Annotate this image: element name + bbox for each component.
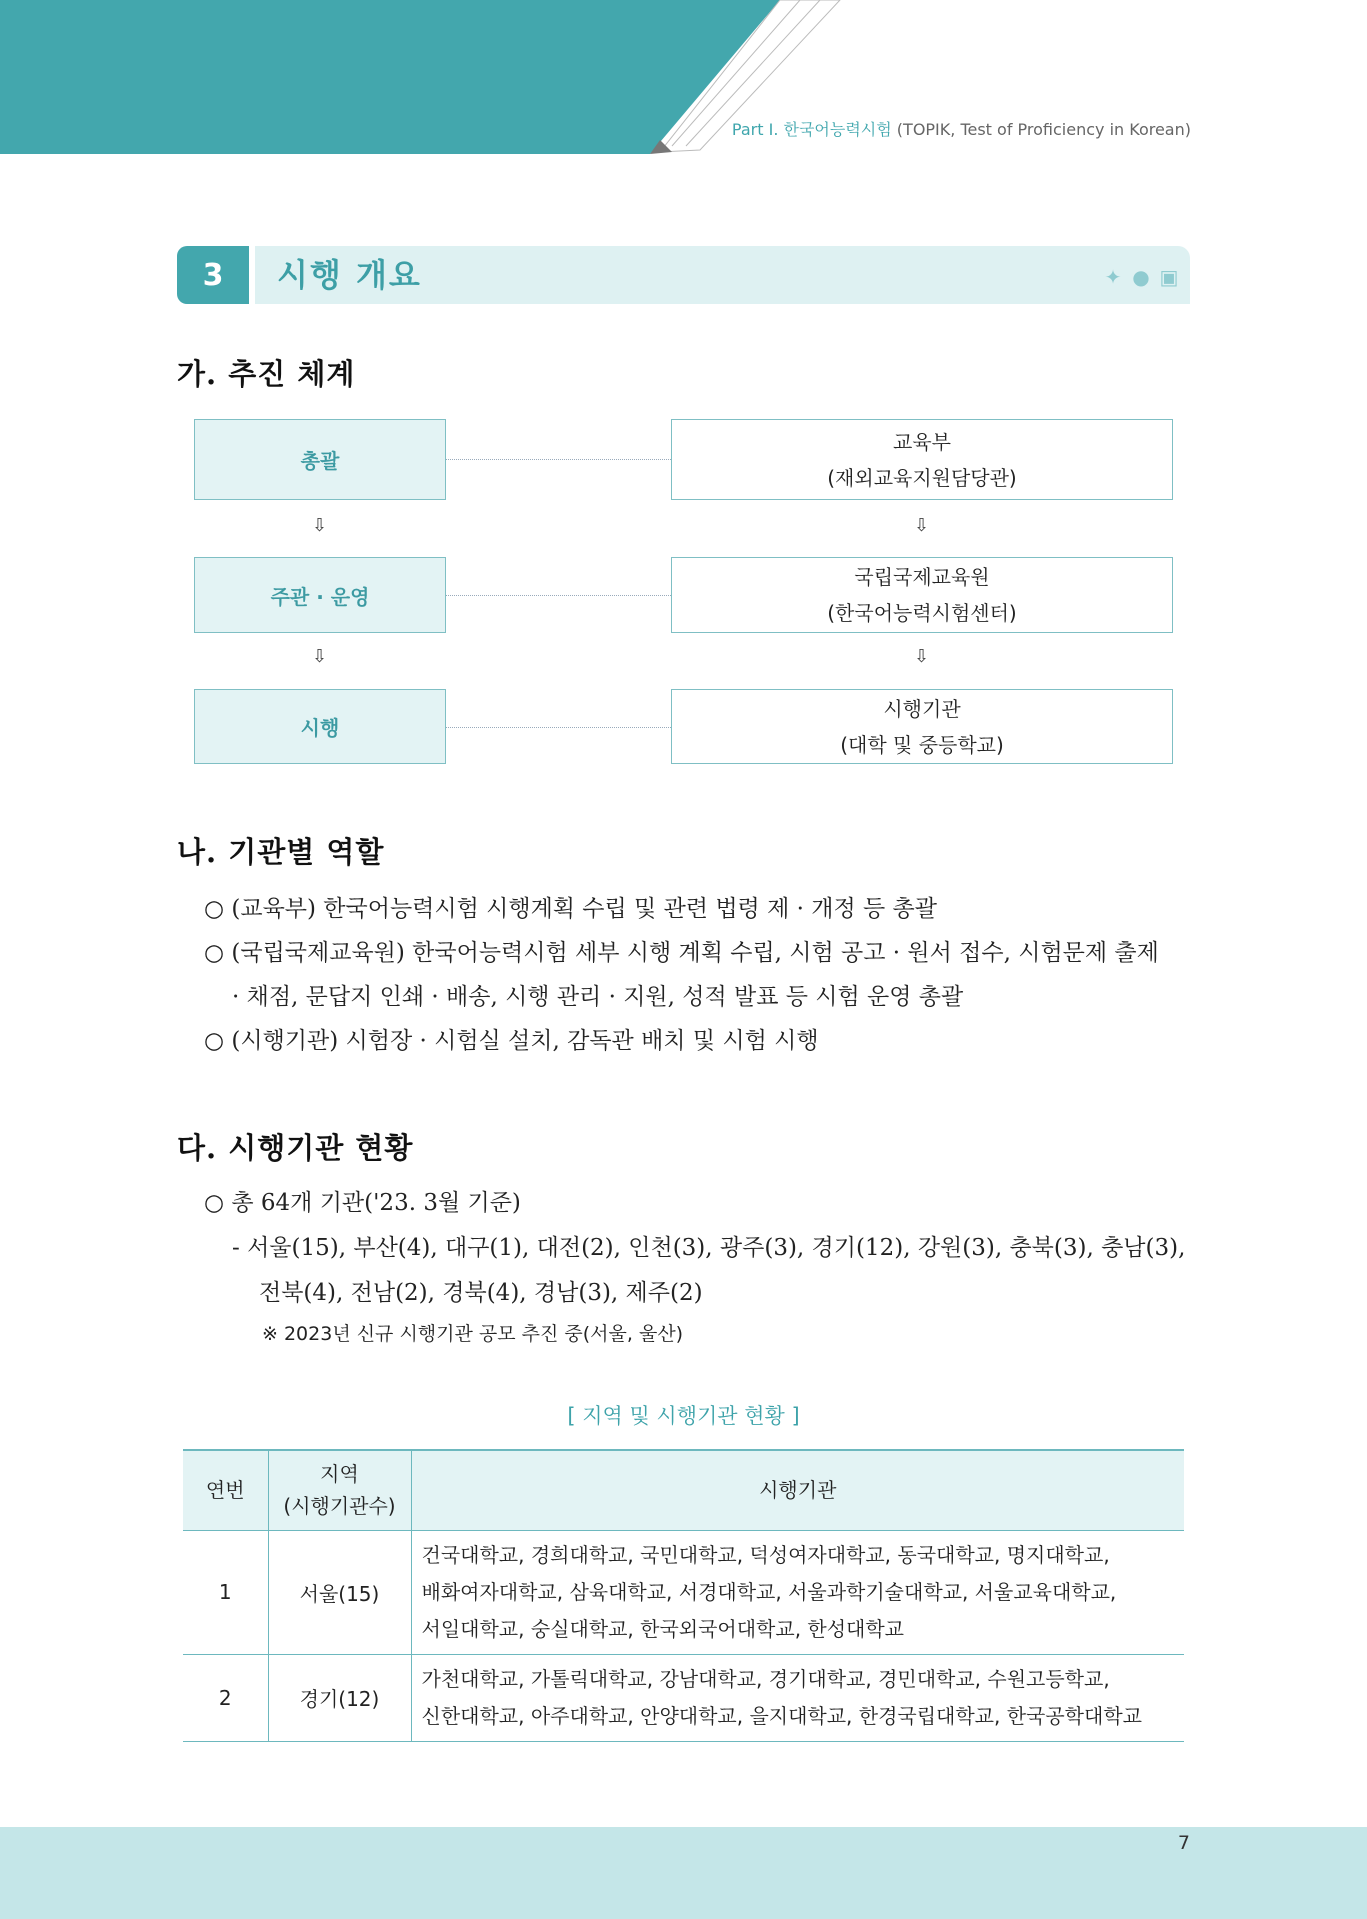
flow-label-oversight: 총괄 bbox=[300, 449, 340, 473]
globe-icon: ● bbox=[1132, 265, 1150, 289]
lightbulb-icon: ✦ bbox=[1104, 265, 1122, 289]
row-no: 1 bbox=[183, 1530, 268, 1654]
flow-org-name: 국립국제교육원 bbox=[854, 565, 990, 589]
status-regions-continued: 전북(4), 전남(2), 경북(4), 경남(3), 제주(2) bbox=[259, 1280, 703, 1306]
header-region-line2: (시행기관수) bbox=[283, 1494, 396, 1519]
flow-connector bbox=[446, 727, 671, 728]
role-item: ○ (국립국제교육원) 한국어능력시험 세부 시행 계획 수립, 시험 공고 · 원서 접수, 시험문제 출제 bbox=[204, 940, 1159, 966]
row-region: 서울(15) bbox=[268, 1530, 411, 1654]
role-item-continued: · 채점, 문답지 인쇄 · 배송, 시행 관리 · 지원, 성적 발표 등 시험 운영 총괄 bbox=[232, 984, 964, 1010]
subsection-heading-a: 가. 추진 체계 bbox=[177, 357, 356, 391]
table-row bbox=[183, 1530, 1184, 1654]
institutions-line: 배화여자대학교, 삼육대학교, 서경대학교, 서울과학기술대학교, 서울교육대학교, bbox=[421, 1579, 1117, 1604]
flow-box-operation bbox=[194, 557, 446, 633]
running-header bbox=[732, 117, 1191, 140]
header-region bbox=[268, 1450, 411, 1530]
header-institutions: 시행기관 bbox=[411, 1450, 1184, 1530]
flow-box-institutions bbox=[671, 689, 1173, 764]
flow-box-ministry bbox=[671, 419, 1173, 500]
flow-connector bbox=[446, 595, 671, 596]
subsection-heading-b: 나. 기관별 역할 bbox=[177, 835, 385, 869]
row-no: 2 bbox=[183, 1654, 268, 1741]
header-region-line1: 지역 bbox=[320, 1462, 359, 1487]
section-title: 시행 개요 bbox=[277, 256, 422, 294]
flow-org-dept: (재외교육지원담당관) bbox=[827, 465, 1017, 490]
header-title-en: (TOPIK, Test of Proficiency in Korean) bbox=[896, 120, 1191, 139]
flow-label-operation: 주관 · 운영 bbox=[270, 584, 370, 609]
down-arrow-icon: ⇩ bbox=[312, 515, 328, 536]
role-item: ○ (교육부) 한국어능력시험 시행계획 수립 및 관련 법령 제 · 개정 등 총괄 bbox=[204, 896, 937, 922]
role-item: ○ (시행기관) 시험장 · 시험실 설치, 감독관 배치 및 시험 시행 bbox=[204, 1028, 819, 1054]
down-arrow-icon: ⇩ bbox=[914, 515, 930, 536]
status-total: ○ 총 64개 기관('23. 3월 기준) bbox=[204, 1190, 521, 1216]
footer-band bbox=[0, 1827, 1367, 1919]
subsection-heading-c: 다. 시행기관 현황 bbox=[177, 1131, 414, 1165]
header-part: Part Ⅰ. bbox=[731, 120, 779, 139]
flow-box-niied bbox=[671, 557, 1173, 633]
institutions-table bbox=[183, 1449, 1184, 1742]
flow-label-administration: 시행 bbox=[300, 716, 340, 740]
flow-org-name: 시행기관 bbox=[883, 696, 961, 721]
flow-org-name: 교육부 bbox=[893, 429, 951, 454]
row-institutions bbox=[411, 1530, 1184, 1654]
flow-org-dept: (한국어능력시험센터) bbox=[827, 601, 1017, 625]
table-row bbox=[183, 1654, 1184, 1741]
row-institutions bbox=[411, 1654, 1184, 1741]
table-caption: [ 지역 및 시행기관 현황 ] bbox=[567, 1404, 800, 1428]
header-no: 연번 bbox=[183, 1450, 268, 1530]
document-icon: ▣ bbox=[1159, 265, 1179, 289]
table-header-row bbox=[183, 1450, 1184, 1530]
section-icons bbox=[1102, 266, 1180, 288]
down-arrow-icon: ⇩ bbox=[312, 646, 328, 667]
flow-box-administration bbox=[194, 689, 446, 764]
institutions-line: 서일대학교, 숭실대학교, 한국외국어대학교, 한성대학교 bbox=[421, 1616, 905, 1641]
status-regions: - 서울(15), 부산(4), 대구(1), 대전(2), 인천(3), 광주(3), 경기(12), 강원(3), 충북(3), 충남(3), bbox=[232, 1235, 1186, 1261]
flow-box-oversight bbox=[194, 419, 446, 500]
institutions-line: 건국대학교, 경희대학교, 국민대학교, 덕성여자대학교, 동국대학교, 명지대학교, bbox=[421, 1542, 1110, 1567]
status-note: ※ 2023년 신규 시행기관 공모 추진 중(서울, 울산) bbox=[262, 1323, 684, 1345]
header-title-ko: 한국어능력시험 bbox=[783, 120, 892, 139]
section-number: 3 bbox=[177, 246, 249, 304]
page-number: 7 bbox=[1177, 1832, 1190, 1854]
flow-org-dept: (대학 및 중등학교) bbox=[840, 732, 1004, 757]
row-region: 경기(12) bbox=[268, 1654, 411, 1741]
institutions-line: 가천대학교, 가톨릭대학교, 강남대학교, 경기대학교, 경민대학교, 수원고등학교, bbox=[421, 1666, 1110, 1691]
section-title-bar bbox=[177, 246, 1190, 304]
flow-connector bbox=[446, 459, 671, 460]
down-arrow-icon: ⇩ bbox=[914, 646, 930, 667]
institutions-line: 신한대학교, 아주대학교, 안양대학교, 을지대학교, 한경국립대학교, 한국공학대학교 bbox=[421, 1703, 1142, 1728]
